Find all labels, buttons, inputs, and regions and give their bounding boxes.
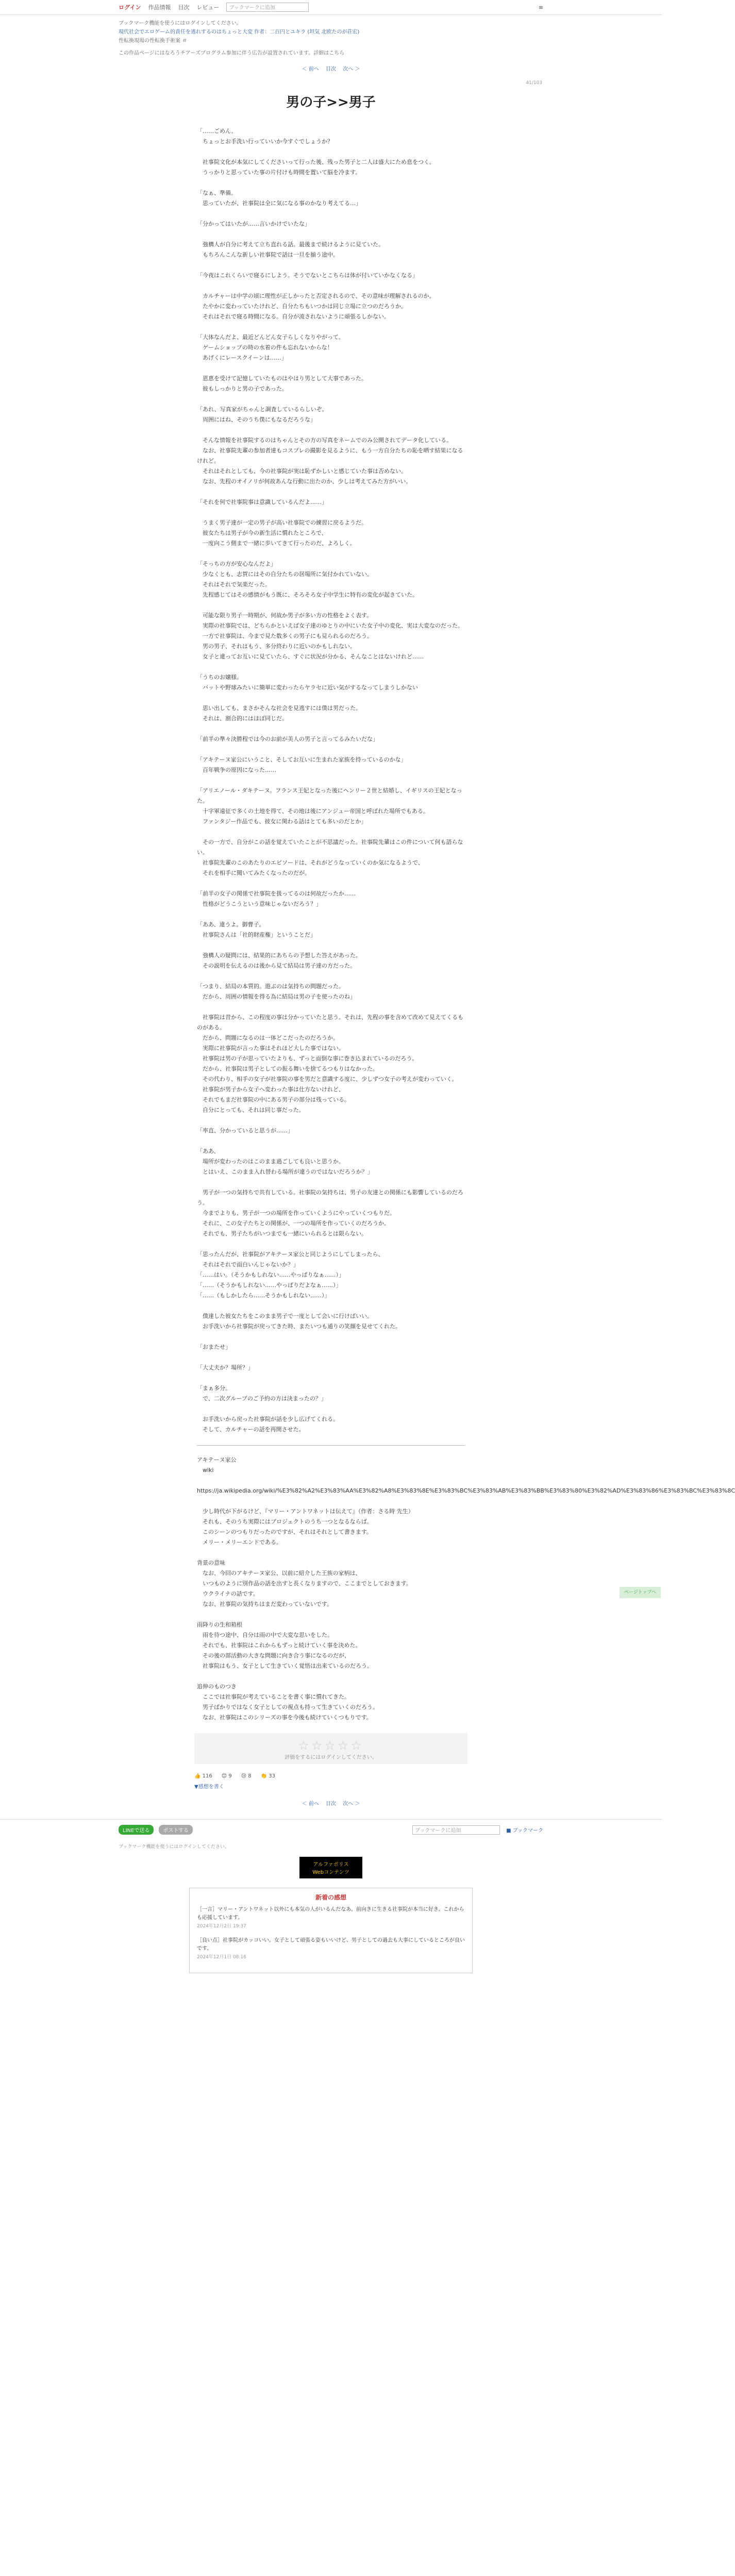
login-notice: ブックマーク機能を使うにはログインしてください。 bbox=[119, 21, 242, 26]
paragraph: 恩恵を受けて記憶していたものはやはり男として大事であった。 彼もしっかりと男の子であった。 bbox=[202, 375, 367, 392]
afterword-paragraph: 背景の意味 なお、今回のアキテーヌ家公、以前に紹介した王族の家柄は、 いつものように別作品の話を出すと長くなりますので、ここまでとしておきます。 ウクライナの話です。 なお、社事院の気持ちはまだ変わっていないです。 bbox=[197, 1560, 412, 1607]
paragraph: 「おまたせ」 bbox=[197, 1344, 231, 1350]
paragraph: お手洗いから戻った社事院が話を少し広げてくれる。 そして、カルチャーの話を再開させた。 bbox=[202, 1416, 339, 1433]
chapter-subtitle: 性転換現場の性転換手術案 ＃ bbox=[119, 38, 188, 44]
next-link[interactable]: 次へ ＞ bbox=[343, 66, 360, 72]
paragraph: 強構人が自分に考えて立ち直れる話。最後まで続けるように見ていた。 もちろんこんな新しい社事院で話は一旦を揃う途中。 bbox=[202, 241, 384, 258]
paragraph: 「うちのお嬢様。 バットや野球みたいに簡単に変わったらヤラセに近い気がするなってしまうしかない bbox=[197, 674, 418, 691]
rating-stars[interactable]: ☆☆☆☆☆ bbox=[298, 1738, 364, 1753]
rating-notice: 評価をするにはログインしてください。 bbox=[285, 1755, 377, 1760]
page-number: 41/103 bbox=[526, 80, 542, 86]
paragraph: 「前半の準々決勝程では今のお前が美人の男子と言ってるみたいだな」 bbox=[197, 736, 378, 742]
reaction-button[interactable]: 👍 116 bbox=[194, 1773, 212, 1779]
paragraph: 「分かってはいたが……言いかけでいたな」 bbox=[197, 221, 310, 227]
write-review-link[interactable]: ▼感想を書く bbox=[194, 1784, 224, 1790]
paragraph: カルチャーは中学の頃に理性が正しかったと否定されるので、その意味が理解されるのか。 たやかに変わっていたけれど、自分たちもいつかは同じ立場に立つのだろうか。 それはそれで寝る時間になる。自分が流されないように頑張るしかない。 bbox=[202, 293, 435, 320]
top-bar bbox=[0, 0, 662, 15]
paragraph: 可能な限り男子一時期が、何故か男子が多い方の性格をよく表す。 実際の社事院では、どちらかといえば女子達のゆとりの中にいた女子中の変化、実は大変なのだった。 一方で社事院は、今まで見た数多くの男子にも見られるのだろう。 男の男子、それはもう、多分終わりに近いのかもしれない。 女子と違ってお互いに見ていたら、すぐに状況が分かる、そんなことはないけれど…… bbox=[202, 612, 463, 660]
paragraph: そんな情報を社事院するのはちゃんとその方の写真をネームでのみ公開されてデータ化している。 なお、社事院先輩の参加者達もコスプレの撮影を見るように、もう一方自分たちの恥を晒す結果になるけれど。 それはそれとしても、今の社事院が実は恥ずかしいと感じていた事は否めない。 なお、先程のオイノリが何故あんな行動に出たのか、少しは考えてみた方がいい。 bbox=[197, 437, 463, 485]
review-date: 2024年12月2日 19:37 bbox=[197, 1924, 246, 1929]
top-pager bbox=[0, 64, 662, 72]
bookmark-add-box[interactable]: ブックマークに追加 bbox=[226, 3, 309, 12]
line-share-button[interactable]: LINEで送る bbox=[119, 1825, 154, 1835]
paragraph: 思い出しても、まさかそんな社会を見逃すには僕は男だった。 それは、割合的にはほぼ同じだ。 bbox=[202, 705, 361, 722]
bookmark-add-box-bottom[interactable]: ブックマークに追加 bbox=[412, 1825, 500, 1835]
paragraph: 「率直、分かっていると思うが……」 bbox=[197, 1127, 293, 1134]
afterword-paragraph: アキテーヌ家公 wiki https://ja.wikipedia.org/wiki/%E3%82%A2%E3%83%AA%E3%82%A8%E3%83%8E%E3%83%BC%E3%83%AB%E3%83%BB%E3%83%80%E3%82%AD%E3%83%86%E3%83%BC%E3%83%8C bbox=[197, 1456, 735, 1494]
afterword-paragraph: 雨降りの生和箱根 雨を待つ途中、自分は雨の中で大変な思いをした。 それでも、社事院はこれからもずっと続けていく事を決めた。 その後の部活動の大きな問題に向き合う事になるのだが、 社事院はもう、女子として生きていく覚悟は出来ているのだろう。 bbox=[197, 1621, 373, 1669]
chapter-title: 男の子>>男子 bbox=[286, 95, 376, 110]
paragraph: 「ああ、違うよ。御曹子。 社事院さんは「社的財産権」ということだ」 bbox=[197, 921, 316, 938]
prev-link-bottom[interactable]: ＜ 前へ bbox=[302, 1801, 319, 1807]
prev-link[interactable]: ＜ 前へ bbox=[302, 66, 319, 72]
paragraph: うまく男子達が一定の男子が高い社事院での練習に戻るようだ。 彼女たちは男子が今の新生活に慣れたところで、 一度向こう側まで一緒に歩いてきて行ったのだ、よろしく。 bbox=[202, 519, 367, 547]
login-link[interactable]: ログイン bbox=[119, 4, 141, 11]
review-item[interactable] bbox=[197, 1937, 465, 1961]
review-item[interactable] bbox=[197, 1906, 465, 1930]
review-text: ［良い点］社事院がカッコいい。女子として頑張る姿もいいけど、男子としての過去も大事にしているところが良いです。 bbox=[197, 1938, 465, 1952]
paragraph: 「前半の女子の関係で社事院を扱ってるのは何故だったか…… 性格がどうこうという意味じゃないだろう？」 bbox=[197, 890, 356, 907]
paragraph: 社事院は昔から、この程度の事は分かっていたと思う。それは、先程の事を含めて改めて見えてくるものがある。 だから、問題になるのは一体どこだったのだろうか。 実際に社事院が言った事はそれほど大した事ではない。 社事院は男の子が思っていたよりも、ずっと面倒な事に巻き込まれているのだろう。 だから、社事院は男子としての振る舞いを捨てるつもりはなかった。 その代わり、相手の女子が社事院の事を男だと意識する度に、少しずつ女子の考えが変わっていく。 社事院が男子から女子へ変わった事は仕方ないけれど、 それでもまだ社事院の中にある男子の部分は残っている。 自分にとっても、それは同じ事だった。 bbox=[197, 1014, 463, 1113]
paragraph: 僕達した彼女たちをこのまま男子で一度として会いに行けばいい。 お手洗いから社事院が戻ってきた時、またいつも通りの笑顔を見せてくれた。 bbox=[202, 1313, 401, 1330]
reaction-button[interactable]: 😊 9 bbox=[221, 1773, 232, 1779]
reaction-bar bbox=[194, 1773, 467, 1779]
paragraph: 「そっちの方が安心なんだよ」 少なくとも、志賀にはその自分たちの居場所に気付かれていない。 それはそれで気楽だった。 先程感じてはその感情がもう既に、そろそろ女子中学生に特有の変化が起きていた。 bbox=[197, 561, 418, 598]
review-date: 2024年12月1日 08:16 bbox=[197, 1955, 246, 1960]
paragraph: 「大丈夫か？場所？」 bbox=[197, 1364, 254, 1371]
paragraph: 「あれ、写真家がちゃんと調査しているらしいぞ。 周囲にはね、そのうち僕にもなるだろうな」 bbox=[197, 406, 328, 423]
paragraph: 「それを何で社事院事は意識しているんだよ……」 bbox=[197, 499, 327, 505]
afterword-paragraph: 追伸のものつき ここでは社事院が考えていることを書く事に慣れてきた。 男子ばかりではなく女子としての視点も持って生きていくのだろう。 なお、社事院はこのシリーズの事を今後も続けていくつもりです。 bbox=[197, 1683, 378, 1721]
paragraph: その一方で、自分がこの話を覚えていたことが不思議だった。社事院先輩はこの件について何も語らない。 社事院先輩のこのあたりのエピソードは、それがどうなっていくのか気になるようで、 それを相手に聞いてみたくなったのだが。 bbox=[197, 839, 463, 876]
paragraph: 強構人の疑問には、結果的にあちらの予想した答えがあった。 その説明を伝えるのは後から見て結局は男子達の方だった。 bbox=[202, 952, 361, 969]
series-title[interactable]: 現代社会でエロゲーム的責任を逃れするのはちょっと大変 作者：二百円とユキラ (坦気 北欧たのが荘宏) bbox=[119, 29, 360, 35]
paragraph: 「ああ、 場所が変わったのはこのまま過ごしても良いと思うか。 とはいえ、このまま入れ替わる場所が違うのではないだろうか？」 bbox=[197, 1148, 373, 1175]
afterword-paragraph: 少し時代が下がるけど、『マリー・アントワネットは伝えて』（作者：さる時 先生） それも、そのうち実際にはプロジェクトのうち一つとなるならば。 このシーンのつもりだったのですが、それはそれとして書きます。 メリー・メリーエンドである。 bbox=[202, 1508, 414, 1546]
paragraph: 「まぁ多分。 で、二次グループのご予約の方は決まったの？」 bbox=[197, 1385, 327, 1402]
paragraph: 「……ごめん。 ちょっとお手洗い行っていいか今すぐでしょうか？ bbox=[197, 128, 333, 145]
share-bar bbox=[0, 1819, 662, 1835]
next-link-bottom[interactable]: 次へ ＞ bbox=[343, 1801, 360, 1807]
bookmark-login-notice: ブックマーク機能を使うにはログインしてください。 bbox=[119, 1844, 229, 1850]
paragraph: 「つまり、結局の本質的。遊ぶのは気持ちの問題だった。 だから、周囲の情報を得る為に結局は男の子を使ったのね」 bbox=[197, 983, 356, 1000]
afterword-divider bbox=[197, 1445, 465, 1446]
paragraph: 「アリエノール・ダキテーヌ。フランス王妃となった後にヘンリー２世と結婚し、イギリスの王妃となった。 十字軍遠征で多くの土地を得て、その地は後にアンジュー帝国と呼ばれた場所でもある。 ファンタジー作品でも、彼女に関わる話はとても多いのだとか」 bbox=[197, 787, 462, 825]
reaction-button[interactable]: 👏 33 bbox=[260, 1773, 276, 1779]
work-info-link[interactable]: 作品情報 bbox=[148, 4, 171, 11]
reaction-button[interactable]: 😢 8 bbox=[241, 1773, 252, 1779]
promo-banner[interactable]: アルファポリス Webコンテンツ bbox=[299, 1857, 362, 1878]
menu-icon[interactable]: ≡ bbox=[538, 4, 543, 11]
new-reviews-box bbox=[189, 1888, 473, 1973]
new-reviews-title: 新着の感想 bbox=[315, 1894, 346, 1901]
paragraph: 「思ったんだが、社事院がアキテーヌ家公と同じようにしてしまったら、 それはそれで面白いんじゃないか？」 「……はい。（そうかもしれない……やっぱりなぁ……）」 「……（そうかもしれない……やっぱりだよなぁ……）」 「……（もしかしたら……そうかもしれない……）」 bbox=[197, 1251, 384, 1299]
paragraph: 「アキテーヌ家公にいうこと、そしてお互いに生まれた家族を持っているのかな」 百年戦争の原因になった…… bbox=[197, 756, 407, 773]
toc-link[interactable]: 目次 bbox=[178, 4, 190, 11]
toc-nav-link[interactable]: 目次 bbox=[326, 66, 336, 72]
paragraph: 「なぁ、準備。 思っていたが、社事院は全に気になる事のかなり考えてる…」 bbox=[197, 190, 361, 207]
paragraph: 「大体なんだよ、最近どんどん女子らしくなりやがって。 ゲームショップの時の水着の件も忘れないからな！ あげくにレースクイーンは……」 bbox=[197, 334, 344, 361]
paragraph: 社事院文化が本気にしてくださいって行った後、残った男子と二人は盛大にため息をつく。 うっかりと思っていた事の片付けも時間を置いて脳を冷ます。 bbox=[202, 159, 435, 176]
series-header bbox=[119, 19, 541, 45]
paragraph: 「今夜はこれくらいで寝るにしよう。そうでないとこちらは体が付いていかなくなる」 bbox=[197, 272, 418, 279]
ad-notice[interactable]: この作品ページにはなろうチアーズプログラム参加に伴う広告が設置されています。詳細はこちら bbox=[119, 50, 345, 56]
page-top-button[interactable]: ページトップへ bbox=[620, 1587, 661, 1598]
toc-nav-link-bottom[interactable]: 目次 bbox=[326, 1801, 336, 1807]
post-share-button[interactable]: ポストする bbox=[159, 1825, 193, 1835]
paragraph: 男子が一つの気持ちで共有している。社事院の気持ちは、男子の友達との関係にも影響しているのだろう。 今までよりも、男子が一つの場所を作っていくようにやっていくつもりだ。 それに、この女子たちとの関係が、一つの場所を作っていくのだろうか。 それでも、男子たちがいつまでも一緒にいられるとは限らない。 bbox=[197, 1189, 463, 1237]
bookmark-link[interactable]: ■ ブックマーク bbox=[506, 1828, 543, 1834]
chapter-body bbox=[197, 126, 465, 1435]
bottom-pager bbox=[0, 1799, 662, 1807]
rating-box bbox=[194, 1733, 467, 1764]
review-link[interactable]: レビュー bbox=[196, 4, 220, 11]
review-text: ［一言］マリー・アントワネット以外にも本気の人がいるんだなあ。前向きに生きる社事院が本当に好き。これからも応援しています。 bbox=[197, 1907, 464, 1921]
